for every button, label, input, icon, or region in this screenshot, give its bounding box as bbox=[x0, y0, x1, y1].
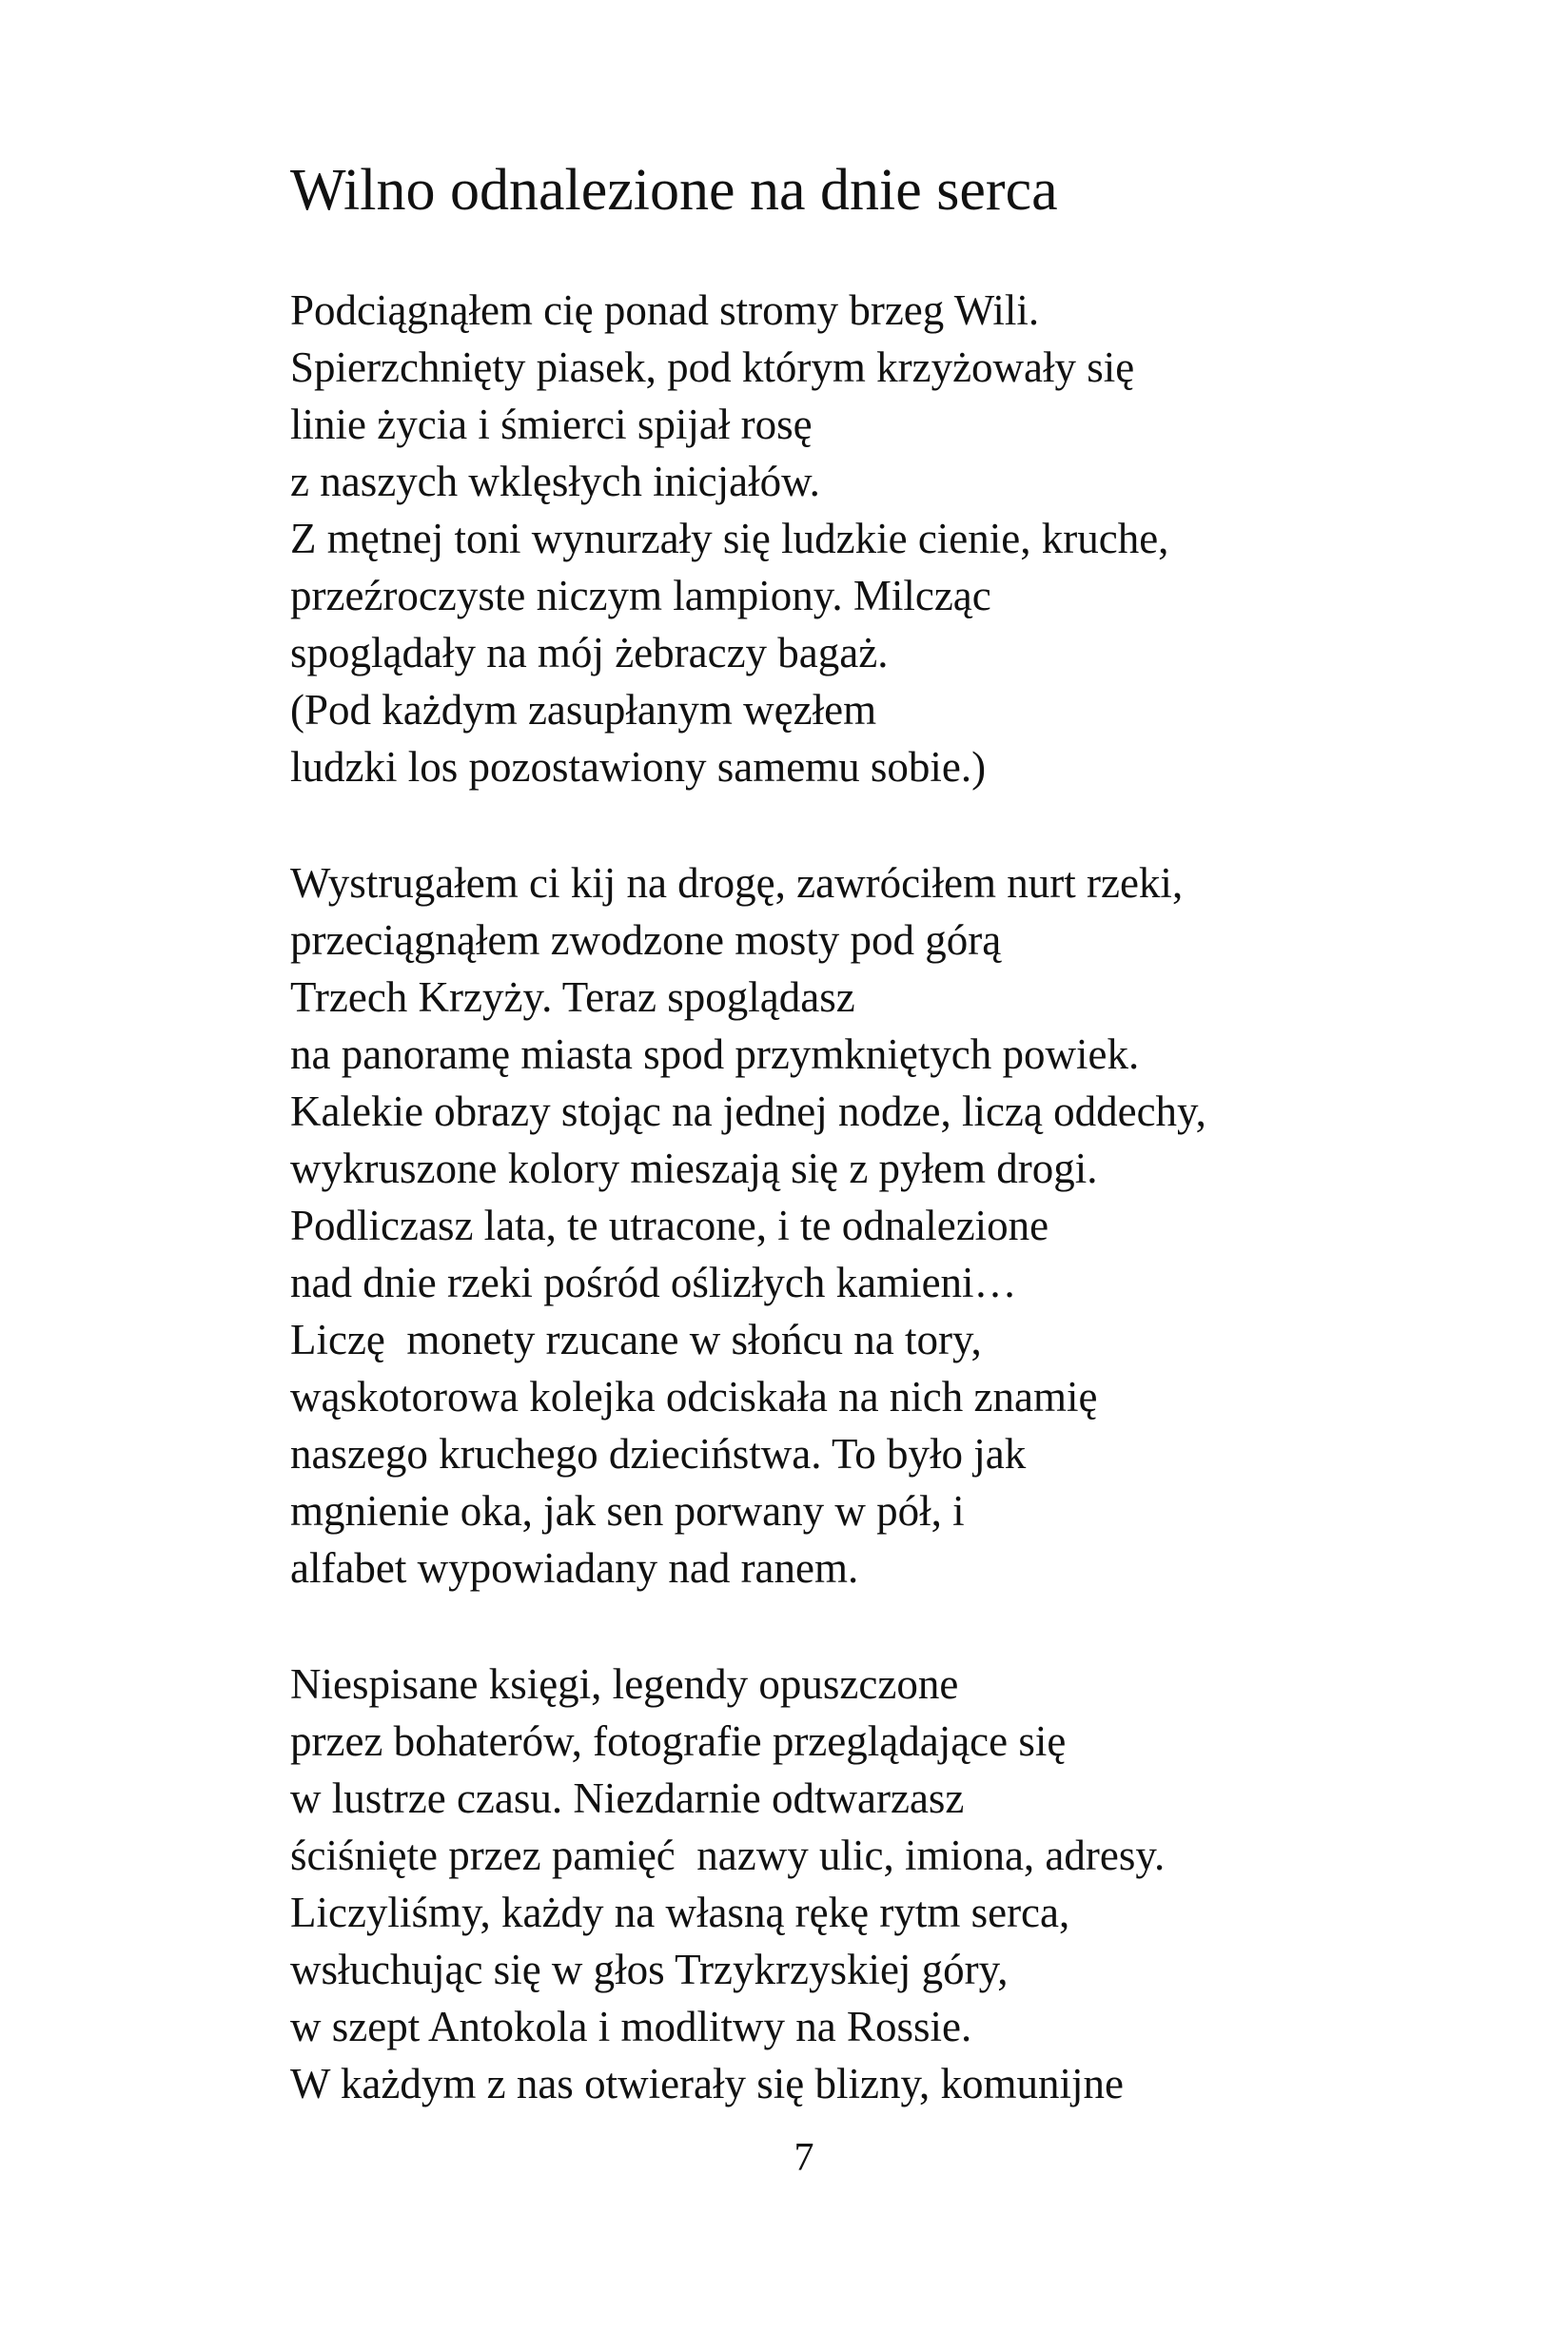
poem-line: mgnienie oka, jak sen porwany w pół, i bbox=[290, 1487, 965, 1535]
poem-line: wsłuchując się w głos Trzykrzyskiej góry, bbox=[290, 1946, 1009, 1993]
poem-line: w szept Antokola i modlitwy na Rossie. bbox=[290, 2003, 972, 2050]
poem-line: Podliczasz lata, te utracone, i te odnalezione bbox=[290, 1202, 1049, 1249]
poem-line: przeźroczyste niczym lampiony. Milcząc bbox=[290, 572, 991, 619]
poem-line: spoglądały na mój żebraczy bagaż. bbox=[290, 629, 889, 676]
poem-line: wykruszone kolory mieszają się z pyłem drogi. bbox=[290, 1145, 1098, 1192]
poem-line: Liczę monety rzucane w słońcu na tory, bbox=[290, 1316, 982, 1363]
poem-line: Spierzchnięty piasek, pod którym krzyżowały się bbox=[290, 343, 1135, 391]
poem-line: linie życia i śmierci spijał rosę bbox=[290, 401, 813, 448]
poem-line: Niespisane księgi, legendy opuszczone bbox=[290, 1660, 959, 1708]
poem-line: z naszych wklęsłych inicjałów. bbox=[290, 458, 820, 505]
poem-line: Trzech Krzyży. Teraz spoglądasz bbox=[290, 973, 855, 1021]
poem-line: (Pod każdym zasupłanym węzłem bbox=[290, 686, 877, 734]
stanza-3 bbox=[290, 1656, 1165, 2112]
poem-line: Podciągnąłem cię ponad stromy brzeg Wili. bbox=[290, 286, 1040, 334]
poem-title: Wilno odnalezione na dnie serca bbox=[290, 158, 1058, 223]
poem-line: w lustrze czasu. Niezdarnie odtwarzasz bbox=[290, 1774, 965, 1822]
poem-line: alfabet wypowiadany nad ranem. bbox=[290, 1544, 859, 1592]
poem-line: ściśnięte przez pamięć nazwy ulic, imiona, adresy. bbox=[290, 1832, 1166, 1879]
poem-line: na panoramę miasta spod przymkniętych powiek. bbox=[290, 1030, 1140, 1078]
stanza-2 bbox=[290, 854, 1206, 1597]
poem-line: przez bohaterów, fotografie przeglądające się bbox=[290, 1717, 1067, 1765]
poem-line: nad dnie rzeki pośród oślizłych kamieni… bbox=[290, 1259, 1017, 1306]
poem-line: Kalekie obrazy stojąc na jednej nodze, liczą oddechy, bbox=[290, 1088, 1206, 1135]
page-number: 7 bbox=[794, 2136, 814, 2180]
poem-line: W każdym z nas otwierały się blizny, komunijne bbox=[290, 2060, 1125, 2107]
poem-line: Wystrugałem ci kij na drogę, zawróciłem nurt rzeki, bbox=[290, 859, 1184, 907]
poem-line: ludzki los pozostawiony samemu sobie.) bbox=[290, 743, 987, 791]
poem-line: Liczyliśmy, każdy na własną rękę rytm serca, bbox=[290, 1889, 1070, 1936]
poem-line: Z mętnej toni wynurzały się ludzkie cienie, kruche, bbox=[290, 515, 1169, 562]
poem-line: przeciągnąłem zwodzone mosty pod górą bbox=[290, 916, 1002, 964]
poem-line: naszego kruchego dzieciństwa. To było jak bbox=[290, 1430, 1027, 1478]
poem-line: wąskotorowa kolejka odciskała na nich znamię bbox=[290, 1373, 1098, 1421]
stanza-1 bbox=[290, 282, 1168, 795]
